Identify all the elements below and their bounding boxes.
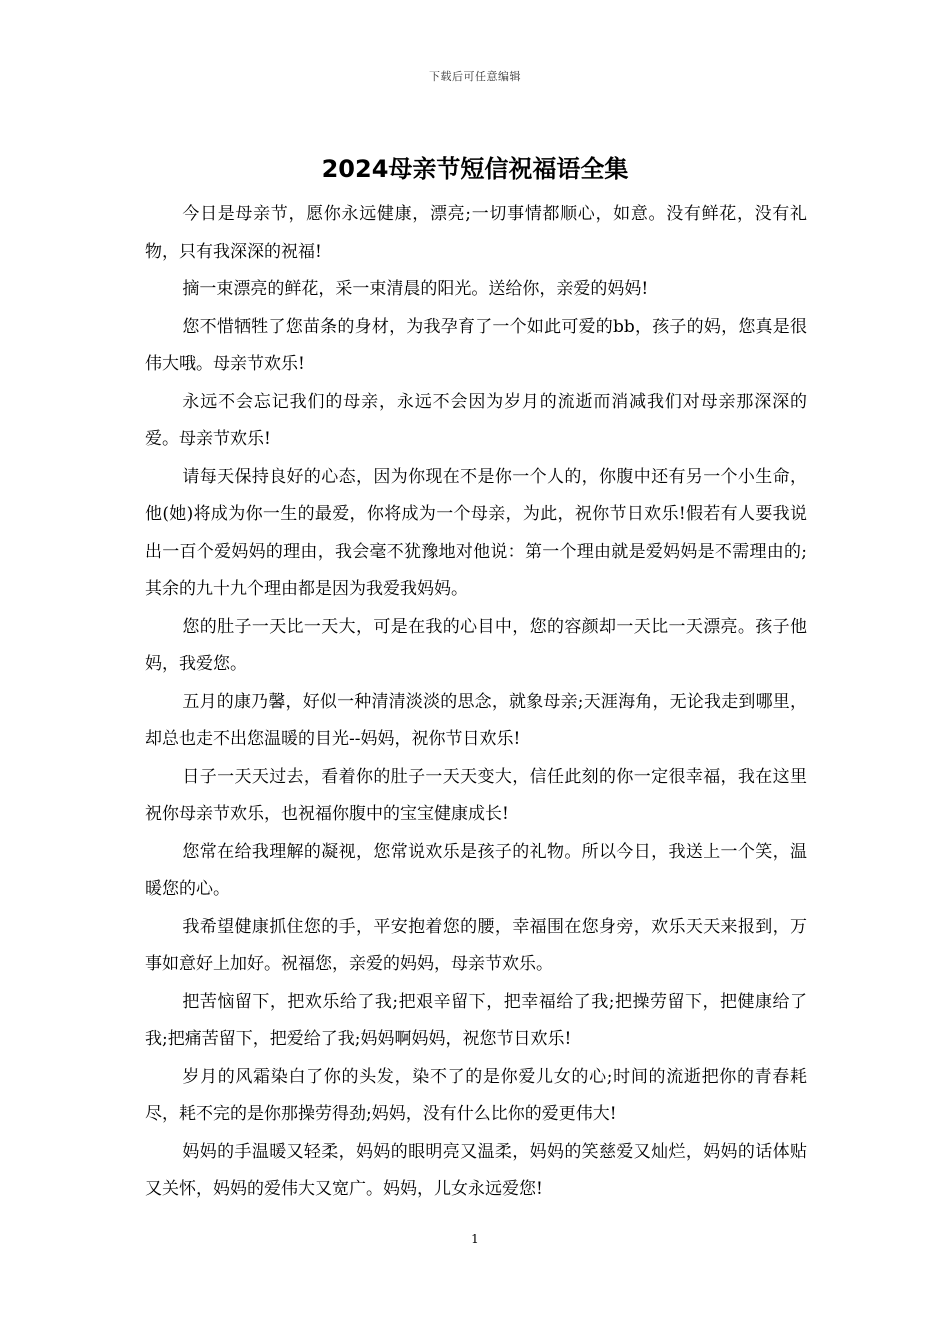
paragraph: 我希望健康抓住您的手，平安抱着您的腰，幸福围在您身旁，欢乐天天来报到，万事如意好上加好。祝福您，亲爱的妈妈，母亲节欢乐。 [145, 916, 807, 974]
paragraph: 妈妈的手温暖又轻柔，妈妈的眼明亮又温柔，妈妈的笑慈爱又灿烂，妈妈的话体贴又关怀，妈妈的爱伟大又宽广。妈妈，儿女永远爱您! [145, 1141, 807, 1199]
paragraph: 您的肚子一天比一天大，可是在我的心目中，您的容颜却一天比一天漂亮。孩子他妈，我爱您。 [145, 616, 807, 674]
paragraph: 永远不会忘记我们的母亲，永远不会因为岁月的流逝而消减我们对母亲那深深的爱。母亲节欢乐! [145, 391, 807, 449]
paragraph: 今日是母亲节，愿你永远健康，漂亮;一切事情都顺心，如意。没有鲜花，没有礼物，只有我深深的祝福! [145, 204, 807, 262]
paragraph: 把苦恼留下，把欢乐给了我;把艰辛留下，把幸福给了我;把操劳留下，把健康给了我;把痛苦留下，把爱给了我;妈妈啊妈妈，祝您节日欢乐! [145, 991, 807, 1049]
paragraph: 您不惜牺牲了您苗条的身材，为我孕育了一个如此可爱的bb，孩子的妈，您真是很伟大哦。母亲节欢乐! [145, 316, 807, 374]
paragraph: 摘一束漂亮的鲜花，采一束清晨的阳光。送给你，亲爱的妈妈! [182, 279, 649, 299]
document-title: 2024母亲节短信祝福语全集 [321, 155, 629, 183]
page-number: 1 [471, 1232, 479, 1246]
paragraph: 岁月的风霜染白了你的头发，染不了的是你爱儿女的心;时间的流逝把你的青春耗尽，耗不完的是你那操劳得劲;妈妈，没有什么比你的爱更伟大! [145, 1066, 807, 1124]
paragraph: 您常在给我理解的凝视，您常说欢乐是孩子的礼物。所以今日，我送上一个笑，温暖您的心。 [145, 841, 807, 899]
paragraph: 日子一天天过去，看着你的肚子一天天变大，信任此刻的你一定很幸福，我在这里祝你母亲节欢乐，也祝福你腹中的宝宝健康成长! [145, 766, 807, 824]
paragraph: 五月的康乃馨，好似一种清清淡淡的思念，就象母亲;天涯海角，无论我走到哪里，却总也走不出您温暖的目光--妈妈，祝你节日欢乐! [145, 691, 807, 749]
paragraph: 请每天保持良好的心态，因为你现在不是你一个人的，你腹中还有另一个小生命，他(她)将成为你一生的最爱，你将成为一个母亲，为此，祝你节日欢乐!假若有人要我说出一百个爱妈妈的理由，我会毫不犹豫地对他说：第一个理由就是爱妈妈是不需理由的;其余的九十九个理由都是因为我爱我妈妈。 [145, 466, 807, 599]
document-body [145, 196, 807, 1209]
page-header-note: 下载后可任意编辑 [429, 70, 521, 83]
